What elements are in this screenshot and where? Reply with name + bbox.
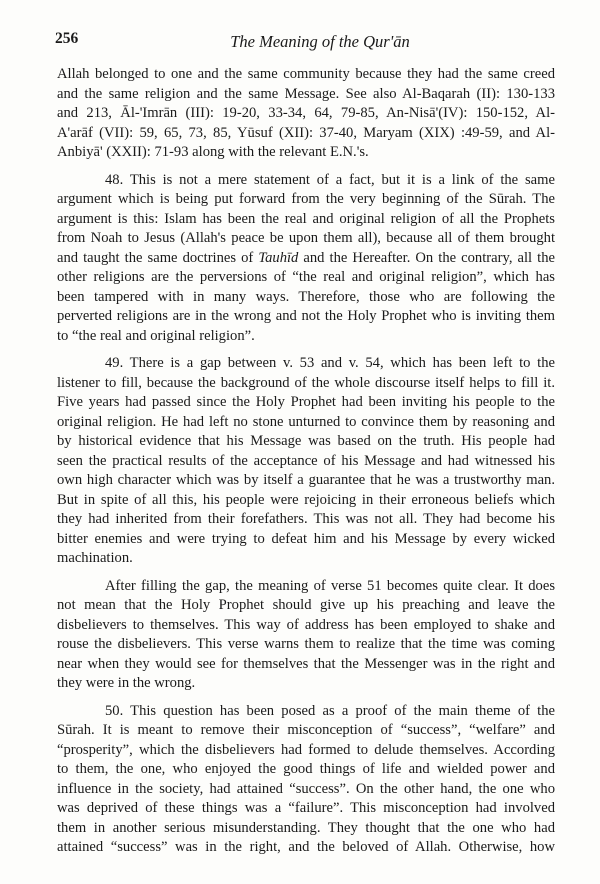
- text-line: Sūrah. It is meant to remove their misconception of “success”, “welfare” and: [57, 722, 555, 738]
- text-line: listener to fill, because the background of the whole discourse itself helps to fill it.: [57, 374, 555, 391]
- text-line: influence in the society, had attained “success”. On the other hand, the one who: [57, 780, 555, 797]
- text-line: and 213, Āl-'Imrān (III): 19-20, 33-34, 64, 79-85, An-Nisā'(IV): 150-152, Al-: [57, 105, 555, 121]
- page-body-text: [57, 65, 555, 858]
- text-line: After filling the gap, the meaning of verse 51 becomes quite clear. It does: [105, 577, 555, 594]
- italic-term: Tauhīd: [258, 249, 299, 266]
- text-line: Allah belonged to one and the same community because they had the same creed: [57, 66, 555, 82]
- paragraph-note-49: [57, 354, 555, 569]
- paragraph-note-50: [57, 702, 555, 858]
- text-line-with-italic-term: and taught the same doctrines of Tauhīd and the Hereafter. On the contrary, all the: [57, 249, 555, 266]
- text-line: rouse the disbelievers. This verse warns them to realize that the time was coming: [57, 636, 555, 652]
- text-line: been tampered with in many ways. Therefore, those who are following the: [57, 288, 555, 305]
- text-line: near when they would see for themselves that the Messenger was in the right and: [57, 655, 555, 672]
- text-line: other religions are the perversions of “the real and original religion”, which has: [57, 269, 555, 285]
- text-line: them in another serious misunderstanding. They thought that the one who had: [57, 819, 555, 836]
- text-line: they had inherited from their forefathers. This was not all. They had become his: [57, 511, 555, 527]
- text-line: they were in the wrong.: [57, 675, 196, 691]
- text-line: own high character which was by itself a guarantee that he was a trustworthy man.: [57, 472, 555, 488]
- text-line: “prosperity”, which the disbelievers had formed to delude themselves. According: [57, 741, 555, 758]
- text-line: original religion. He had left no stone unturned to convince them by reasoning and: [57, 413, 555, 430]
- text-line: disbelievers to themselves. This way of address has been employed to shake and: [57, 616, 555, 633]
- text-line: and the same religion and the same Message. See also Al-Baqarah (II): 130-133: [57, 85, 555, 102]
- text-line: machination.: [57, 550, 133, 566]
- text-line: Anbiyā' (XXII): 71-93 along with the relevant E.N.'s.: [57, 144, 369, 160]
- text-line: 50. This question has been posed as a proof of the main theme of the: [105, 702, 555, 719]
- text-line: 48. This is not a mere statement of a fact, but it is a link of the same: [105, 171, 555, 188]
- text-line: perverted religions are in the wrong and not the Holy Prophet who is inviting them: [57, 308, 555, 324]
- text-line: Five years had passed since the Holy Prophet had been inviting his people to the: [57, 394, 555, 410]
- page-number: 256: [55, 30, 79, 47]
- text-line: But in spite of all this, his people were rejoicing in their erroneous beliefs which: [57, 491, 555, 508]
- page-header: [55, 30, 555, 54]
- text-line: to them, the one, who enjoyed the good things of life and wielded power and: [57, 761, 555, 777]
- running-head-title: The Meaning of the Qur'ān: [230, 32, 410, 51]
- text-line: argument which is being put forward from the very beginning of the Sūrah. The: [57, 191, 555, 207]
- text-line: seen the practical results of the acceptance of his Message and had witnessed his: [57, 452, 555, 469]
- text-line: from Noah to Jesus (Allah's peace be upon them all), because all of them brought: [57, 230, 555, 246]
- text-line: attained “success” was in the right, and the beloved of Allah. Otherwise, how: [57, 839, 555, 855]
- paragraph-continuation: [57, 65, 555, 163]
- text-line: bitter enemies and were trying to defeat him and his Message by every wicked: [57, 530, 555, 547]
- text-line: not mean that the Holy Prophet should give up his preaching and leave the: [57, 597, 555, 613]
- paragraph-note-48: [57, 171, 555, 347]
- text-line: was deprived of these things was a “failure”. This misconception had involved: [57, 800, 555, 816]
- paragraph-note-49-continued: [57, 577, 555, 694]
- text-line: by historical evidence that his Message was based on the truth. His people had: [57, 433, 555, 449]
- text-line: to “the real and original religion”.: [57, 327, 255, 344]
- text-line: argument is this: Islam has been the real and original religion of all the Prophets: [57, 210, 555, 227]
- text-line: 49. There is a gap between v. 53 and v. 54, which has been left to the: [105, 355, 555, 371]
- text-line: A'arāf (VII): 59, 65, 73, 85, Yūsuf (XII): 37-40, Maryam (XIX) :49-59, and Al-: [57, 124, 555, 141]
